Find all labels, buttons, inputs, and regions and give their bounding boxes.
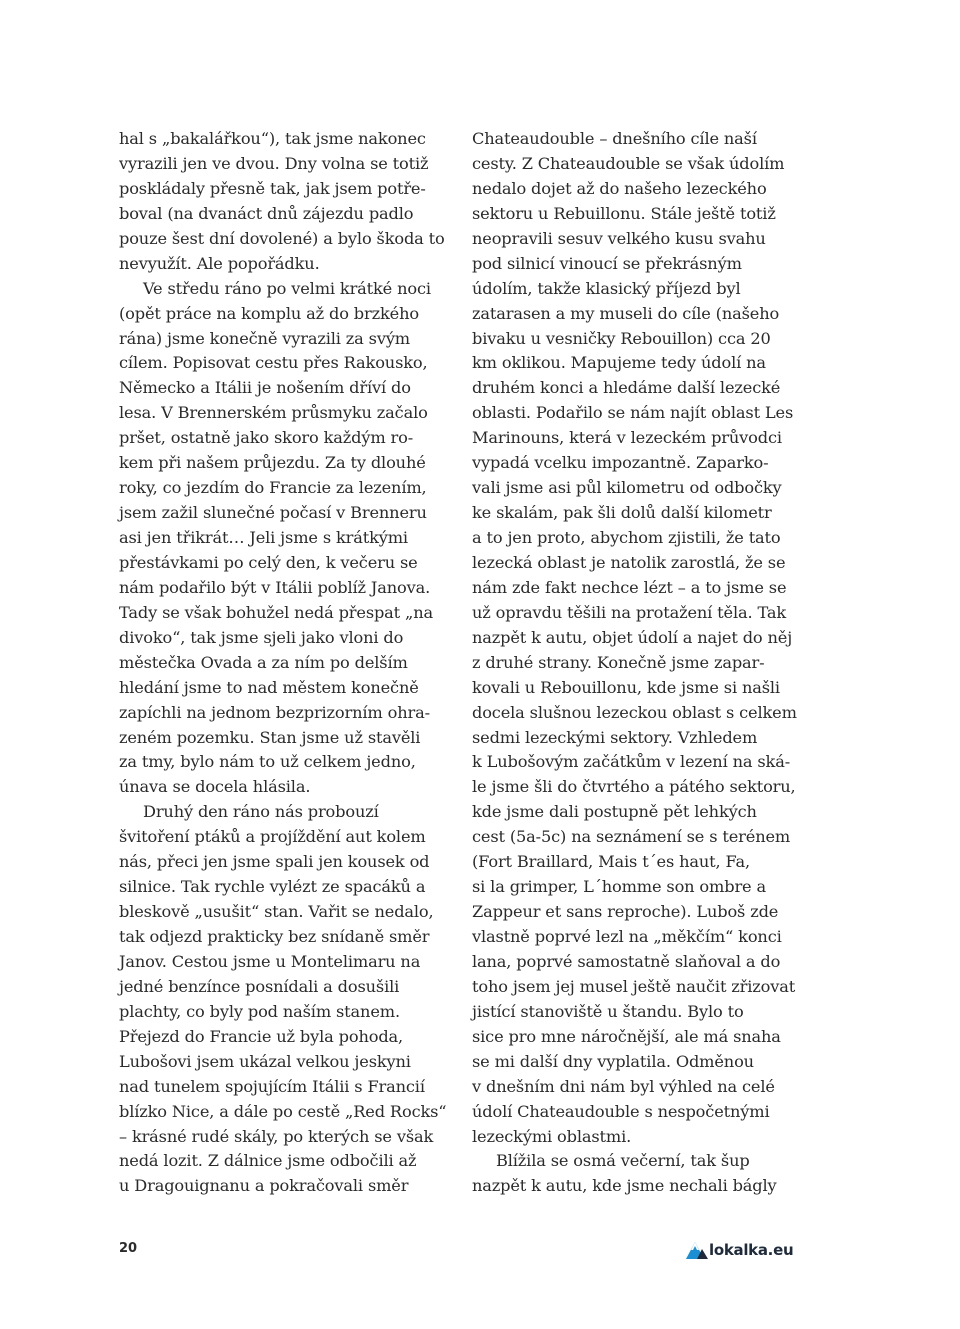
text-line: poskládaly přesně tak, jak jsem potře- bbox=[119, 178, 426, 198]
text-line: pršet, ostatně jako skoro každým ro- bbox=[119, 428, 414, 448]
article-column-left bbox=[119, 127, 449, 1199]
text-line: zatarasen a my museli do cíle (našeho bbox=[472, 303, 780, 323]
text-line: vyrazili jen ve dvou. Dny volna se totiž bbox=[119, 153, 429, 173]
text-line: hal s „bakalářkou“), tak jsme nakonec bbox=[119, 129, 426, 148]
text-line: km oklikou. Mapujeme tedy údolí na bbox=[472, 353, 766, 373]
text-line: blízko Nice, a dále po cestě „Red Rocks“ bbox=[119, 1101, 447, 1121]
text-line: lana, poprvé samostatně slaňoval a do bbox=[472, 951, 781, 971]
text-line: vypadá vcelku impozantně. Zaparko- bbox=[472, 453, 769, 473]
text-line: zapíchli na jednom bezprizorním ohra- bbox=[119, 702, 430, 722]
text-line: městečka Ovada a za ním po delším bbox=[119, 652, 408, 672]
text-line: lesa. V Brennerském průsmyku začalo bbox=[119, 403, 428, 423]
text-line: Blížila se osmá večerní, tak šup bbox=[496, 1151, 750, 1171]
text-line: plachty, co byly pod naším stanem. bbox=[119, 1001, 400, 1021]
text-line: kem při našem průjezdu. Za ty dlouhé bbox=[119, 453, 426, 473]
text-line: Zappeur et sans reproche). Luboš zde bbox=[472, 902, 779, 922]
text-line: se mi další dny vyplatila. Odměnou bbox=[472, 1051, 754, 1071]
text-line: nedá lozit. Z dálnice jsme odbočili až bbox=[119, 1151, 417, 1171]
text-line: nám podařilo být v Itálii poblíž Janova. bbox=[119, 577, 431, 597]
text-line: (Fort Braillard, Mais t´es haut, Fa, bbox=[472, 852, 750, 872]
text-line: nás, přeci jen jsme spali jen kousek od bbox=[119, 852, 430, 872]
text-line: kde jsme dali postupně pět lehkých bbox=[472, 802, 757, 822]
text-line: druhém konci a hledáme další lezecké bbox=[472, 378, 781, 398]
text-line: u Dragouignanu a pokračovali směr bbox=[119, 1176, 409, 1196]
text-line: neopravili sesuv velkého kusu svahu bbox=[472, 228, 766, 248]
text-line: bleskově „usušit“ stan. Vařit se nedalo, bbox=[119, 902, 434, 922]
text-line: toho jsem jej musel ještě naučit zřizovat bbox=[472, 976, 796, 996]
text-line: divoko“, tak jsme sjeli jako vloni do bbox=[119, 627, 404, 647]
text-line: sedmi lezeckými sektory. Vzhledem bbox=[472, 727, 758, 747]
text-line: nad tunelem spojujícím Itálii s Francií bbox=[119, 1076, 425, 1096]
text-line: únava se docela hlásila. bbox=[119, 777, 311, 797]
text-line: údolím, takže klasický příjezd byl bbox=[472, 278, 741, 298]
text-line: jedné benzínce posnídali a dosušili bbox=[119, 976, 400, 996]
text-line: oblasti. Podařilo se nám najít oblast Les bbox=[472, 403, 794, 423]
text-line: roky, co jezdím do Francie za lezením, bbox=[119, 478, 427, 498]
text-line: nevyužít. Ale popořádku. bbox=[119, 253, 320, 273]
text-line: Marinouns, která v lezeckém průvodci bbox=[472, 428, 782, 448]
text-line: bivaku u vesničky Rebouillon) cca 20 bbox=[472, 328, 771, 348]
text-line: už opravdu těšili na protažení těla. Tak bbox=[472, 602, 787, 622]
text-line: boval (na dvanáct dnů zájezdu padlo bbox=[119, 203, 414, 223]
text-line: cest (5a-5c) na seznámení se s terénem bbox=[472, 827, 791, 847]
text-line: v dnešním dni nám byl výhled na celé bbox=[472, 1076, 775, 1096]
text-line: le jsme šli do čtvrtého a pátého sektoru, bbox=[472, 777, 796, 797]
text-line: nazpět k autu, kde jsme nechali bágly bbox=[472, 1176, 777, 1196]
mountain-logo-icon bbox=[686, 1240, 708, 1260]
text-line: cesty. Z Chateaudouble se však údolím bbox=[472, 153, 785, 173]
text-line: docela slušnou lezeckou oblast s celkem bbox=[472, 702, 797, 722]
text-line: jistící stanoviště u štandu. Bylo to bbox=[472, 1001, 744, 1021]
text-line: údolí Chateaudouble s nespočetnými bbox=[472, 1101, 770, 1121]
text-line: silnice. Tak rychle vylézt ze spacáků a bbox=[119, 877, 426, 897]
text-line: vlastně poprvé lezl na „měkčím“ konci bbox=[472, 927, 782, 946]
text-line: tak odjezd prakticky bez snídaně směr bbox=[119, 927, 430, 946]
site-logo[interactable] bbox=[686, 1238, 793, 1262]
text-line: nám zde fakt nechce lézt – a to jsme se bbox=[472, 577, 787, 597]
text-line: sice pro mne náročnější, ale má snaha bbox=[472, 1026, 781, 1046]
article-column-right bbox=[472, 127, 802, 1199]
text-line: za tmy, bylo nám to už celkem jedno, bbox=[119, 752, 416, 772]
text-line: přestávkami po celý den, k večeru se bbox=[119, 552, 418, 572]
text-line: z druhé strany. Konečně jsme zapar- bbox=[472, 652, 765, 672]
logo-text: lokalka.eu bbox=[709, 1241, 794, 1259]
text-line: a to jen proto, abychom zjistili, že tato bbox=[472, 528, 781, 547]
text-line: kovali u Rebouillonu, kde jsme si našli bbox=[472, 677, 780, 697]
text-line: lezeckými oblastmi. bbox=[472, 1126, 632, 1146]
text-line: Přejezd do Francie už byla pohoda, bbox=[119, 1026, 404, 1046]
text-line: (opět práce na komplu až do brzkého bbox=[119, 303, 419, 323]
text-line: Ve středu ráno po velmi krátké noci bbox=[143, 278, 431, 298]
text-line: pouze šest dní dovolené) a bylo škoda to bbox=[119, 228, 445, 248]
text-line: sektoru u Rebuillonu. Stále ještě totiž bbox=[472, 203, 776, 223]
text-line: hledání jsme to nad městem konečně bbox=[119, 677, 419, 697]
text-line: – krásné rudé skály, po kterých se však bbox=[119, 1126, 434, 1146]
text-line: Janov. Cestou jsme u Montelimaru na bbox=[119, 951, 421, 971]
text-line: rána) jsme konečně vyrazili za svým bbox=[119, 328, 411, 348]
text-line: nedalo dojet až do našeho lezeckého bbox=[472, 178, 767, 198]
text-line: jsem zažil slunečné počasí v Brenneru bbox=[119, 503, 427, 523]
text-line: Druhý den ráno nás probouzí bbox=[143, 802, 379, 822]
text-line: Tady se však bohužel nedá přespat „na bbox=[119, 602, 434, 622]
text-line: zeném pozemku. Stan jsme už stavěli bbox=[119, 727, 421, 747]
text-line: Chateaudouble – dnešního cíle naší bbox=[472, 129, 757, 148]
text-line: si la grimper, L´homme son ombre a bbox=[472, 877, 766, 897]
page-number: 20 bbox=[119, 1241, 138, 1256]
text-line: asi jen třikrát… Jeli jsme s krátkými bbox=[119, 528, 408, 547]
text-line: švitoření ptáků a projíždění aut kolem bbox=[119, 827, 426, 847]
text-line: k Lubošovým začátkům v lezení na ská- bbox=[472, 752, 791, 772]
text-line: lezecká oblast je natolik zarostlá, že se bbox=[472, 552, 786, 572]
text-line: vali jsme asi půl kilometru od odbočky bbox=[472, 478, 782, 498]
text-line: pod silnicí vinoucí se překrásným bbox=[472, 253, 742, 273]
text-line: Lubošovi jsem ukázal velkou jeskyni bbox=[119, 1051, 411, 1071]
text-line: cílem. Popisovat cestu přes Rakousko, bbox=[119, 353, 428, 373]
text-line: ke skalám, pak šli dolů další kilometr bbox=[472, 503, 772, 523]
text-line: Německo a Itálii je nošením dříví do bbox=[119, 378, 411, 398]
text-line: nazpět k autu, objet údolí a najet do něj bbox=[472, 627, 793, 647]
